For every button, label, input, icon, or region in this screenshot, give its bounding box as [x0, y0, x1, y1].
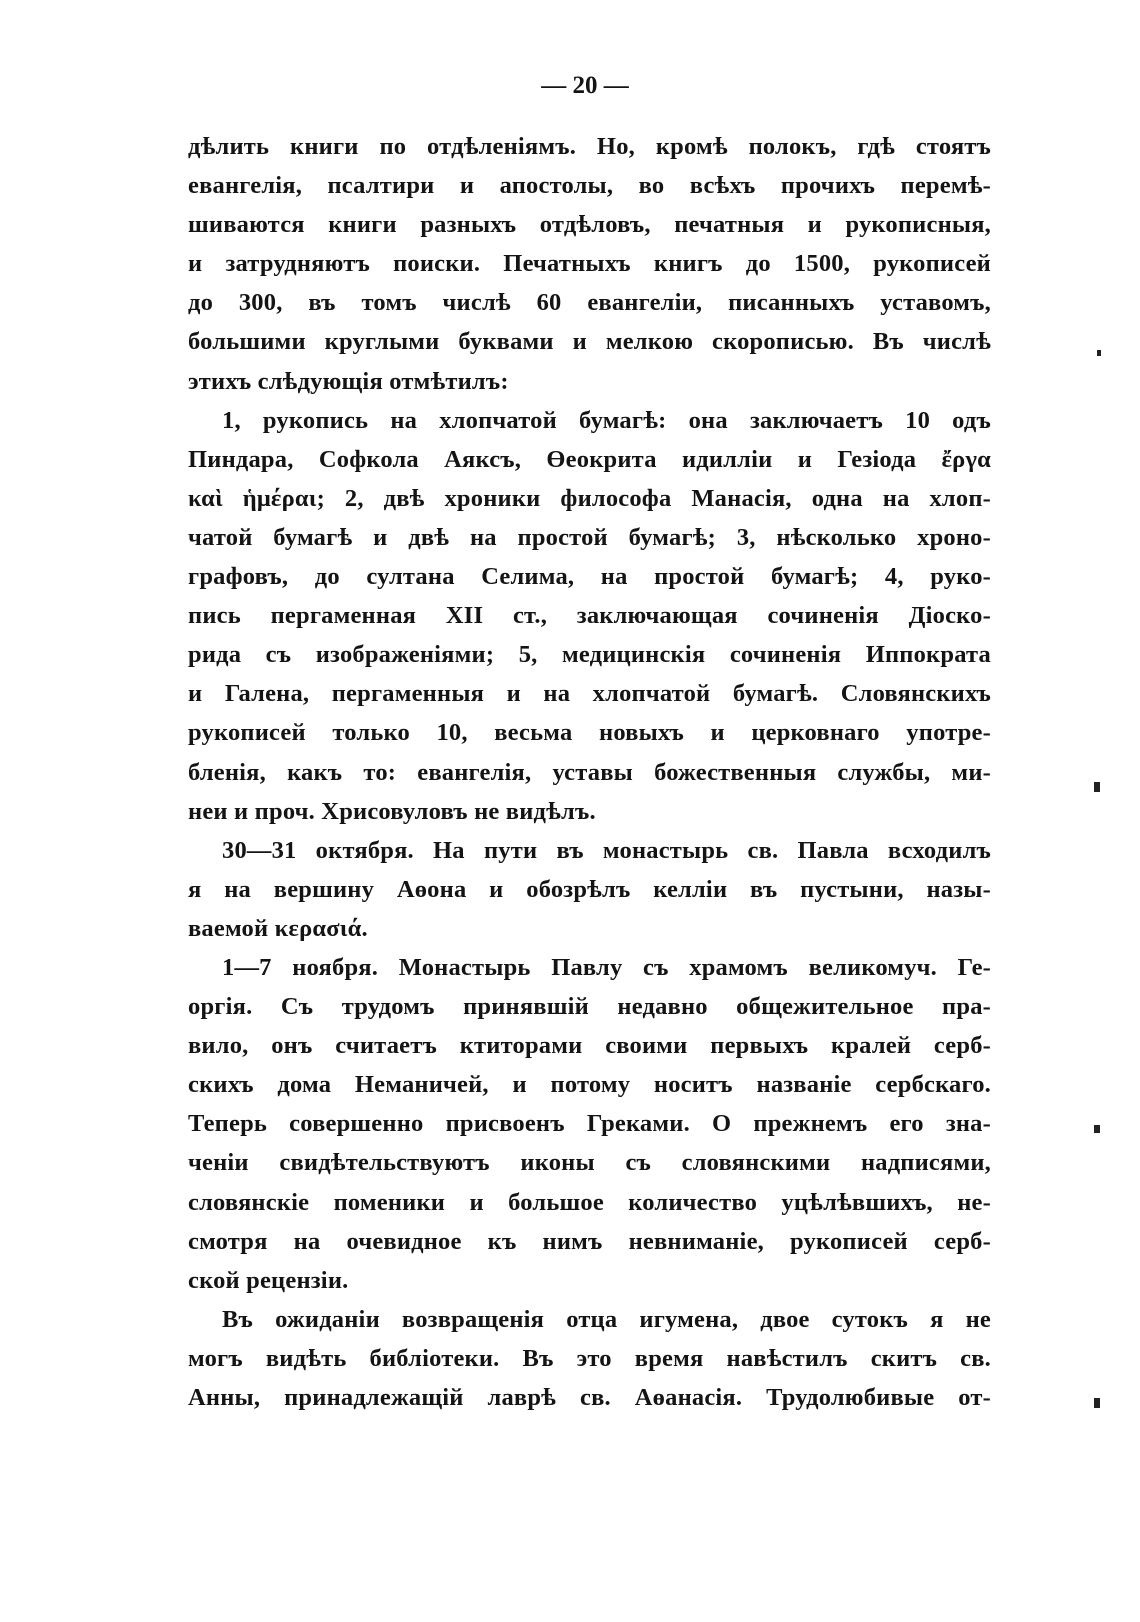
- scan-mark: [1094, 1398, 1100, 1408]
- scan-mark: [1094, 782, 1100, 792]
- page-number: — 20 —: [541, 72, 629, 99]
- text-line: неи и проч. Хрисовуловъ не видѣлъ.: [188, 797, 596, 825]
- text-line: Теперь совершенно присвоенъ Греками. О прежнемъ его зна-: [188, 1110, 991, 1138]
- text-line: рукописей только 10, весьма новыхъ и церковнаго употре-: [188, 719, 991, 747]
- text-line: до 300, въ томъ числѣ 60 евангеліи, писанныхъ уставомъ,: [188, 289, 991, 317]
- text-line: этихъ слѣдующія отмѣтилъ:: [188, 367, 509, 395]
- text-line: вило, онъ считаетъ ктиторами своими первыхъ кралей серб-: [188, 1032, 991, 1060]
- text-line: большими круглыми буквами и мелкою скорописью. Въ числѣ: [188, 328, 991, 356]
- text-line: пись пергаменная XII ст., заключающая сочиненія Діоско-: [188, 602, 991, 630]
- text-line: ской рецензіи.: [188, 1266, 349, 1294]
- scan-mark: [1097, 350, 1101, 356]
- text-line: могъ видѣть библіотеки. Въ это время навѣстилъ скитъ св.: [188, 1344, 991, 1372]
- text-line: шиваются книги разныхъ отдѣловъ, печатныя и рукописныя,: [188, 211, 991, 239]
- text-line: смотря на очевидное къ нимъ невниманіе, рукописей серб-: [188, 1227, 991, 1255]
- text-line: оргія. Съ трудомъ принявшій недавно общежительное пра-: [188, 993, 991, 1021]
- text-line: словянскіе поменики и большое количество уцѣлѣвшихъ, не-: [188, 1188, 991, 1216]
- text-line: скихъ дома Неманичей, и потому носитъ названіе сербскаго.: [188, 1071, 991, 1099]
- scan-mark: [1094, 1125, 1100, 1133]
- paragraph: [188, 127, 991, 401]
- text-line: 1, рукопись на хлопчатой бумагѣ: она заключаетъ 10 одъ: [222, 406, 991, 434]
- text-line: евангелія, псалтири и апостолы, во всѣхъ прочихъ перемѣ-: [188, 172, 991, 200]
- text-line: 1—7 ноября. Монастырь Павлу съ храмомъ великомуч. Ге-: [222, 953, 991, 981]
- text-line: графовъ, до султана Селима, на простой бумагѣ; 4, руко-: [188, 563, 991, 591]
- body-text: [188, 127, 991, 1417]
- text-line: 30—31 октября. На пути въ монастырь св. Павла всходилъ: [222, 836, 991, 864]
- text-line: Анны, принадлежащій лаврѣ св. Аөанасія. Трудолюбивые от-: [188, 1384, 991, 1411]
- text-line: бленія, какъ то: евангелія, уставы божественныя службы, ми-: [188, 758, 991, 786]
- text-line: и затрудняютъ поиски. Печатныхъ книгъ до 1500, рукописей: [188, 250, 991, 278]
- paragraph: [188, 1300, 991, 1417]
- text-line: я на вершину Аөона и обозрѣлъ келліи въ пустыни, назы-: [188, 875, 991, 903]
- text-line: чатой бумагѣ и двѣ на простой бумагѣ; 3, нѣсколько хроно-: [188, 523, 991, 551]
- text-line: и Галена, пергаменныя и на хлопчатой бумагѣ. Словянскихъ: [188, 680, 991, 708]
- text-line: рида съ изображеніями; 5, медицинскія сочиненія Иппократа: [188, 641, 991, 669]
- paragraph: [188, 831, 991, 948]
- text-line: Пиндара, Софкола Аяксъ, Өеокрита идилліи и Гезіода ἔργα: [188, 445, 991, 473]
- text-line: ваемой κερασιά.: [188, 914, 368, 942]
- text-line: Въ ожиданіи возвращенія отца игумена, двое сутокъ я не: [222, 1305, 991, 1333]
- text-line: дѣлить книги по отдѣленіямъ. Но, кромѣ полокъ, гдѣ стоятъ: [188, 133, 991, 160]
- text-line: καὶ ἡμέραι; 2, двѣ хроники философа Манасія, одна на хлоп-: [188, 484, 991, 512]
- paragraph: [188, 401, 991, 831]
- text-line: ченіи свидѣтельствуютъ иконы съ словянскими надписями,: [188, 1149, 991, 1177]
- paragraph: [188, 948, 991, 1300]
